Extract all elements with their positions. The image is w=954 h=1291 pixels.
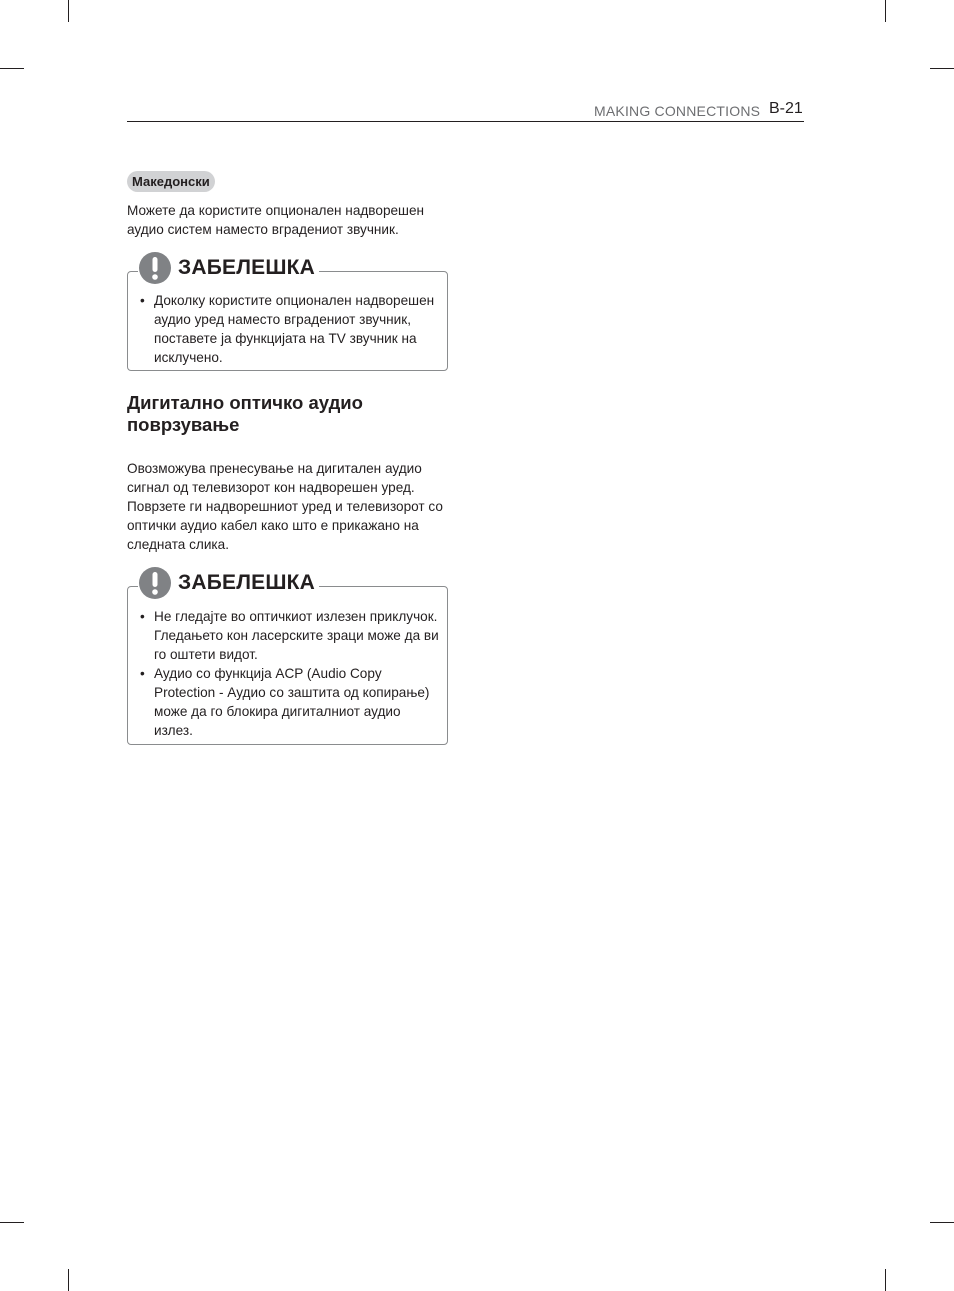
language-badge: Македонски <box>127 171 215 192</box>
note-list <box>140 607 439 740</box>
page-number: B-21 <box>769 100 803 117</box>
note-title: ЗАБЕЛЕШКА <box>178 571 316 594</box>
note-item-text: Доколку користите опционален надворешен аудио уред наместо вградениот звучник, поставете ја функцијата на TV звучник на исклучено. <box>154 293 435 365</box>
note-item: • Аудио со функција ACP (Audio Copy Protection - Аудио со заштита од копирање) може да го блокира дигиталниот аудио излез. <box>140 666 430 738</box>
note-item-text: Не гледајте во оптичкиот излезен приклучок. Гледањето кон ласерските зраци може да ви го оштети видот. <box>154 609 439 662</box>
note-box-1 <box>127 256 448 371</box>
note-box-2 <box>127 571 448 745</box>
section-heading: Дигитално оптичко аудио поврзување <box>127 392 363 435</box>
note-header <box>138 563 319 603</box>
crop-mark <box>0 68 24 69</box>
note-title: ЗАБЕЛЕШКА <box>178 256 316 279</box>
exclamation-icon <box>138 566 172 600</box>
crop-mark <box>930 68 954 69</box>
crop-mark <box>885 1269 886 1291</box>
header-rule <box>127 121 804 122</box>
crop-mark <box>885 0 886 22</box>
note-header <box>138 248 319 288</box>
note-item: • Доколку користите опционален надворешен аудио уред наместо вградениот звучник, поставете ја функцијата на TV звучник на исклучено. <box>140 293 435 365</box>
running-header-section: MAKING CONNECTIONS <box>594 103 761 119</box>
exclamation-icon <box>138 251 172 285</box>
note-item: • Не гледајте во оптичкиот излезен приклучок. Гледањето кон ласерските зраци може да ви го оштети видот. <box>140 609 439 662</box>
note-list <box>140 291 439 367</box>
note-item-text: Аудио со функција ACP (Audio Copy Protection - Аудио со заштита од копирање) може да го блокира дигиталниот аудио излез. <box>154 666 430 738</box>
crop-mark <box>930 1222 954 1223</box>
crop-mark <box>0 1222 24 1223</box>
intro-paragraph: Можете да користите опционален надворешен аудио систем наместо вградениот звучник. <box>127 203 425 237</box>
crop-mark <box>68 1269 69 1291</box>
section-paragraph: Овозможува пренесување на дигитален аудио сигнал од телевизорот кон надворешен уред. Поврзете ги надворешниот уред и телевизорот со оптички аудио кабел како што е прикажано на следната слика. <box>127 461 443 552</box>
crop-mark <box>68 0 69 22</box>
